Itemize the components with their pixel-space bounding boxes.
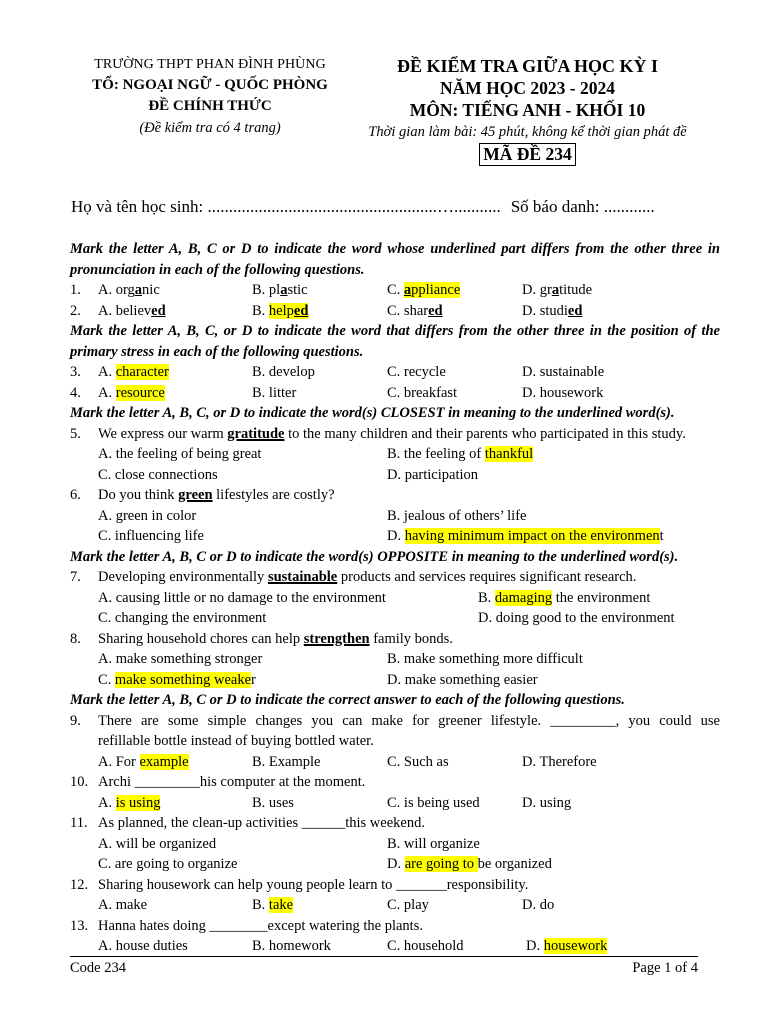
question-stem: Do you think green lifestyles are costly? — [98, 487, 335, 503]
option-b[interactable]: B. uses — [252, 794, 294, 811]
option-a[interactable]: A. green in color — [98, 507, 197, 524]
option-b[interactable]: B. jealous of others’ life — [387, 507, 527, 524]
option-a[interactable]: A. is using — [98, 794, 161, 811]
option-c[interactable]: C. play — [387, 897, 429, 913]
question-4 — [70, 383, 720, 404]
question-stem: Sharing housework can help young people learn to _______responsibility. — [98, 876, 529, 893]
question-7 — [70, 567, 720, 588]
question-stem-continued: refillable bottle instead of buying bottled water. — [98, 733, 374, 749]
question-2 — [70, 301, 720, 322]
section-instruction-opposite: Mark the letter A, B, C or D to indicate the word(s) OPPOSITE in meaning to the underlined word(s). — [70, 548, 679, 565]
option-d[interactable]: D. do — [522, 897, 555, 913]
question-number: 11. — [70, 815, 88, 831]
question-9-options — [70, 752, 720, 773]
question-stem: As planned, the clean-up activities ______this weekend. — [98, 815, 425, 831]
option-a[interactable]: A. believed — [98, 302, 166, 319]
option-a[interactable]: A. causing little or no damage to the environment — [98, 589, 386, 606]
section-instruction-correct-answer: Mark the letter A, B, C or D to indicate the correct answer to each of the following questions. — [70, 692, 625, 708]
option-d[interactable]: D. participation — [387, 466, 479, 483]
question-stem: Sharing household chores can help strengthen family bonds. — [98, 630, 453, 647]
section-instruction-stress: Mark the letter A, B, C, or D to indicate the word that differs from the other three in the position of the primary stress in each of the following questions. — [70, 323, 720, 360]
question-number: 13. — [70, 917, 89, 934]
option-c[interactable]: C. appliance — [387, 282, 461, 298]
option-b[interactable]: B. the feeling of thankful — [387, 446, 534, 462]
option-d[interactable]: D. studied — [522, 302, 583, 319]
footer-exam-code: Code 234 — [70, 960, 126, 976]
question-number: 12. — [70, 876, 89, 893]
question-11-options-ab — [70, 834, 720, 855]
option-d[interactable]: D. make something easier — [387, 671, 538, 688]
school-header — [70, 55, 350, 138]
option-d[interactable]: D. Therefore — [522, 753, 597, 770]
question-10 — [70, 772, 720, 793]
section-instruction-pronunciation: Mark the letter A, B, C or D to indicate the word whose underlined part differs from the other three in pronunciation in each of the following questions. — [70, 241, 720, 278]
option-c[interactable]: C. Such as — [387, 753, 449, 770]
question-stem: Developing environmentally sustainable products and services requires significant research. — [98, 569, 637, 585]
option-d[interactable]: D. sustainable — [522, 364, 605, 380]
question-stem: Hanna hates doing ________except watering the plants. — [98, 917, 423, 934]
question-6-options-ab — [70, 506, 720, 527]
question-number: 8. — [70, 630, 81, 647]
question-stem: We express our warm gratitude to the many children and their parents who participated in this study. — [98, 425, 686, 442]
question-number: 6. — [70, 487, 81, 503]
option-b[interactable]: B. litter — [252, 384, 297, 401]
option-b[interactable]: B. damaging the environment — [478, 589, 651, 606]
option-c[interactable]: C. shared — [387, 302, 443, 319]
question-11-options-cd — [70, 854, 720, 875]
question-9-continuation — [70, 731, 720, 752]
question-1 — [70, 280, 720, 301]
option-a[interactable]: A. make something stronger — [98, 651, 263, 667]
question-3 — [70, 362, 720, 383]
question-number: 5. — [70, 425, 81, 442]
student-name-label: Họ và tên học sinh: — [71, 197, 208, 216]
option-a[interactable]: A. resource — [98, 384, 165, 401]
exam-header — [355, 55, 700, 166]
question-stem: Archi _________his computer at the moment. — [98, 774, 366, 790]
question-12 — [70, 875, 720, 896]
option-c[interactable]: C. close connections — [98, 466, 218, 483]
question-7-options-cd — [70, 608, 720, 629]
question-11 — [70, 813, 720, 834]
footer-divider — [70, 956, 698, 957]
footer-page-number: Page 1 of 4 — [632, 960, 698, 976]
option-c[interactable]: C. changing the environment — [98, 610, 267, 626]
subject-title: MÔN: TIẾNG ANH - KHỐI 10 — [409, 100, 646, 120]
option-b[interactable]: B. helped — [252, 302, 309, 319]
option-b[interactable]: B. make something more difficult — [387, 651, 583, 667]
school-name: TRƯỜNG THPT PHAN ĐÌNH PHÙNG — [94, 57, 326, 72]
question-number: 4. — [70, 384, 81, 401]
option-d[interactable]: D. using — [522, 794, 572, 811]
official-label: ĐỀ CHÍNH THỨC — [148, 98, 272, 114]
option-d[interactable]: D. doing good to the environment — [478, 610, 675, 626]
section-instruction-closest: Mark the letter A, B, C, or D to indicate the word(s) CLOSEST in meaning to the underlined word(s). — [70, 405, 675, 421]
option-a[interactable]: A. house duties — [98, 938, 188, 954]
option-d[interactable]: D. gratitude — [522, 282, 593, 298]
option-a[interactable]: A. the feeling of being great — [98, 446, 262, 462]
option-d[interactable]: D. having minimum impact on the environment — [387, 528, 664, 544]
student-id-field[interactable]: ............ — [603, 197, 655, 216]
question-8 — [70, 629, 720, 650]
department-name: TỔ: NGOẠI NGỮ - QUỐC PHÒNG — [92, 77, 328, 93]
student-name-field[interactable]: ......................................................…........... — [207, 197, 501, 216]
question-9 — [70, 711, 720, 732]
question-number: 9. — [70, 712, 81, 729]
question-13-options — [70, 936, 720, 957]
option-b[interactable]: B. will organize — [387, 835, 480, 852]
pages-note: (Đề kiểm tra có 4 trang) — [139, 120, 281, 136]
option-c[interactable]: C. are going to organize — [98, 856, 238, 872]
question-6-options-cd — [70, 526, 720, 547]
option-c[interactable]: C. influencing life — [98, 528, 204, 544]
option-c[interactable]: C. make something weaker — [98, 671, 256, 688]
question-number: 2. — [70, 302, 81, 319]
school-year: NĂM HỌC 2023 - 2024 — [440, 78, 615, 98]
student-id-label: Số báo danh: — [510, 197, 604, 216]
time-note: Thời gian làm bài: 45 phút, không kể thời gian phát đề — [368, 124, 687, 140]
option-a[interactable]: A. make — [98, 897, 148, 913]
question-stem: There are some simple changes you can make for greener lifestyle. _________, you could use — [98, 712, 720, 729]
option-c[interactable]: C. is being used — [387, 794, 480, 811]
question-10-options — [70, 793, 720, 814]
question-12-options — [70, 895, 720, 916]
question-5-options-ab — [70, 444, 720, 465]
question-number: 1. — [70, 282, 81, 298]
question-5-options-cd — [70, 465, 720, 486]
option-d[interactable]: D. housework — [522, 384, 604, 401]
option-d[interactable]: D. housework — [526, 938, 608, 954]
question-number: 3. — [70, 364, 81, 380]
question-8-options-cd — [70, 670, 720, 691]
questions-body — [70, 239, 720, 957]
question-8-options-ab — [70, 649, 720, 670]
exam-title: ĐỀ KIỂM TRA GIỮA HỌC KỲ I — [396, 56, 659, 76]
option-a[interactable]: A. organic — [98, 282, 160, 298]
option-d[interactable]: D. are going to be organized — [387, 856, 552, 872]
question-number: 10. — [70, 774, 89, 790]
student-info-line — [71, 196, 691, 218]
option-b[interactable]: B. homework — [252, 938, 331, 954]
question-7-options-ab — [70, 588, 720, 609]
question-6 — [70, 485, 720, 506]
question-13 — [70, 916, 720, 937]
option-c[interactable]: C. breakfast — [387, 384, 458, 401]
option-b[interactable]: B. Example — [252, 753, 321, 770]
option-b[interactable]: B. take — [252, 897, 294, 913]
option-a[interactable]: A. For example — [98, 753, 189, 770]
option-c[interactable]: C. recycle — [387, 364, 446, 380]
option-a[interactable]: A. will be organized — [98, 835, 217, 852]
exam-code-box: MÃ ĐỀ 234 — [479, 143, 575, 166]
option-b[interactable]: B. plastic — [252, 282, 308, 298]
option-a[interactable]: A. character — [98, 364, 169, 380]
option-c[interactable]: C. household — [387, 938, 464, 954]
question-5 — [70, 424, 720, 445]
question-number: 7. — [70, 569, 81, 585]
option-b[interactable]: B. develop — [252, 364, 315, 380]
